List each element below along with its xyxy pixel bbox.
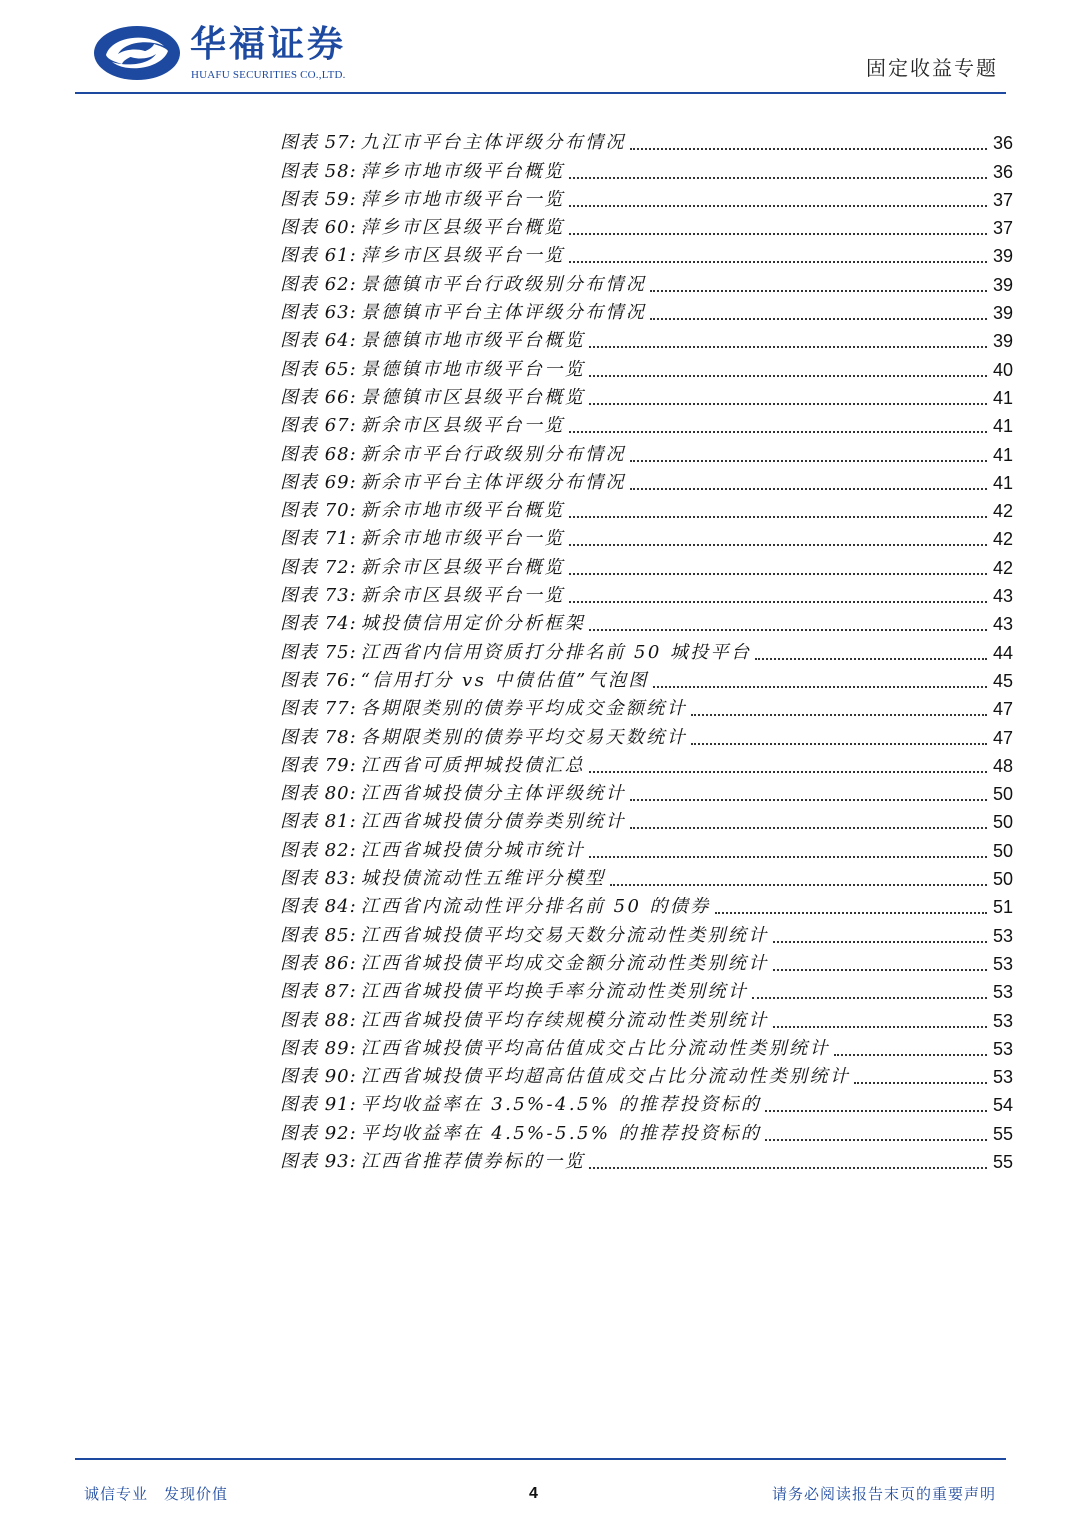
huafu-logo-icon xyxy=(92,24,182,82)
figure-number: 图表 57: xyxy=(280,132,357,154)
figure-number: 图表 71: xyxy=(280,528,357,550)
figure-title: 江西省可质押城投债汇总 xyxy=(360,754,586,776)
toc-entry[interactable] xyxy=(280,186,1013,214)
figure-number: 图表 76: xyxy=(280,669,357,691)
figure-title: 各期限类别的债券平均成交金额统计 xyxy=(360,698,688,720)
figure-title: 萍乡市地市级平台概览 xyxy=(360,160,565,182)
toc-entry[interactable] xyxy=(280,440,1013,468)
figure-page-number: 42 xyxy=(992,529,1013,550)
dot-leader xyxy=(765,1138,987,1141)
dot-leader xyxy=(569,543,987,546)
figure-number: 图表 80: xyxy=(280,783,357,805)
dot-leader xyxy=(773,940,987,943)
toc-entry[interactable] xyxy=(280,638,1013,666)
dot-leader xyxy=(854,1081,987,1084)
figure-page-number: 47 xyxy=(992,727,1013,748)
page-header xyxy=(0,0,1080,96)
dot-leader xyxy=(773,968,987,971)
figure-page-number: 41 xyxy=(992,387,1013,408)
toc-entry[interactable] xyxy=(280,893,1013,921)
figure-number: 图表 60: xyxy=(280,217,357,239)
figure-title: “信用打分 vs 中债估值”气泡图 xyxy=(360,669,649,691)
figure-number: 图表 74: xyxy=(280,613,357,635)
figure-page-number: 51 xyxy=(992,897,1013,918)
dot-leader xyxy=(569,572,987,575)
figure-title: 江西省城投债分主体评级统计 xyxy=(360,783,626,805)
figure-number: 图表 87: xyxy=(280,981,357,1003)
dot-leader xyxy=(569,600,987,603)
toc-entry[interactable] xyxy=(280,1006,1013,1034)
figure-page-number: 47 xyxy=(992,699,1013,720)
figure-number: 图表 88: xyxy=(280,1009,357,1031)
figure-number: 图表 69: xyxy=(280,471,357,493)
figure-page-number: 50 xyxy=(992,869,1013,890)
toc-entry[interactable] xyxy=(280,921,1013,949)
dot-leader xyxy=(589,855,987,858)
figure-title: 江西省城投债分债券类别统计 xyxy=(360,811,626,833)
figure-number: 图表 77: xyxy=(280,698,357,720)
figure-title: 江西省内信用资质打分排名前 50 城投平台 xyxy=(360,641,752,663)
toc-entry[interactable] xyxy=(280,1063,1013,1091)
figure-number: 图表 81: xyxy=(280,811,357,833)
figure-number: 图表 85: xyxy=(280,924,357,946)
figure-title: 景德镇市区县级平台概览 xyxy=(360,386,586,408)
figure-title: 萍乡市区县级平台概览 xyxy=(360,217,565,239)
figure-title: 景德镇市地市级平台概览 xyxy=(360,330,586,352)
dot-leader xyxy=(569,176,987,179)
toc-entry[interactable] xyxy=(280,242,1013,270)
toc-entry[interactable] xyxy=(280,723,1013,751)
figure-number: 图表 92: xyxy=(280,1122,357,1144)
figure-page-number: 53 xyxy=(992,1038,1013,1059)
dot-leader xyxy=(715,911,987,914)
toc-entry[interactable] xyxy=(280,1148,1013,1176)
toc-entry[interactable] xyxy=(280,610,1013,638)
figure-number: 图表 70: xyxy=(280,500,357,522)
figure-title: 九江市平台主体评级分布情况 xyxy=(360,132,626,154)
dot-leader xyxy=(569,260,987,263)
figure-number: 图表 89: xyxy=(280,1037,357,1059)
figure-title: 新余市平台行政级别分布情况 xyxy=(360,443,626,465)
dot-leader xyxy=(650,317,987,320)
figure-title: 新余市地市级平台一览 xyxy=(360,528,565,550)
figure-number: 图表 84: xyxy=(280,896,357,918)
figure-page-number: 48 xyxy=(992,755,1013,776)
figure-title: 城投债信用定价分析框架 xyxy=(360,613,586,635)
figure-page-number: 50 xyxy=(992,784,1013,805)
figure-number: 图表 64: xyxy=(280,330,357,352)
dot-leader xyxy=(653,685,987,688)
figure-title: 江西省城投债平均交易天数分流动性类别统计 xyxy=(360,924,769,946)
toc-entry[interactable] xyxy=(280,752,1013,780)
figure-title: 平均收益率在 3.5%-4.5% 的推荐投资标的 xyxy=(360,1094,762,1116)
figure-number: 图表 66: xyxy=(280,386,357,408)
toc-entry[interactable] xyxy=(280,129,1013,157)
figure-page-number: 41 xyxy=(992,472,1013,493)
figure-page-number: 53 xyxy=(992,1067,1013,1088)
figure-number: 图表 90: xyxy=(280,1066,357,1088)
company-english-name: HUAFU SECURITIES CO.,LTD. xyxy=(191,69,346,81)
figure-number: 图表 62: xyxy=(280,273,357,295)
figure-title: 新余市地市级平台概览 xyxy=(360,500,565,522)
figure-page-number: 43 xyxy=(992,614,1013,635)
figure-title: 新余市区县级平台一览 xyxy=(360,415,565,437)
toc-entry[interactable] xyxy=(280,299,1013,327)
dot-leader xyxy=(630,147,987,150)
figure-number: 图表 78: xyxy=(280,726,357,748)
dot-leader xyxy=(569,204,987,207)
toc-entry[interactable] xyxy=(280,553,1013,581)
footer-disclaimer: 请务必阅读报告末页的重要声明 xyxy=(771,1485,996,1503)
figure-title: 新余市区县级平台一览 xyxy=(360,585,565,607)
figure-number: 图表 75: xyxy=(280,641,357,663)
figure-page-number: 53 xyxy=(992,925,1013,946)
toc-entry[interactable] xyxy=(280,469,1013,497)
dot-leader xyxy=(569,515,987,518)
dot-leader xyxy=(610,883,987,886)
slogan-integrity: 诚信专业 xyxy=(84,1485,149,1503)
footer-divider xyxy=(75,1458,1006,1460)
figure-page-number: 40 xyxy=(992,359,1013,380)
figure-number: 图表 82: xyxy=(280,839,357,861)
figure-title: 江西省城投债平均高估值成交占比分流动性类别统计 xyxy=(360,1037,830,1059)
figure-number: 图表 59: xyxy=(280,188,357,210)
toc-entry[interactable] xyxy=(280,695,1013,723)
figure-page-number: 53 xyxy=(992,982,1013,1003)
figure-page-number: 37 xyxy=(992,218,1013,239)
figure-title: 江西省城投债平均超高估值成交占比分流动性类别统计 xyxy=(360,1066,851,1088)
dot-leader xyxy=(765,1109,987,1112)
figure-page-number: 45 xyxy=(992,670,1013,691)
figure-title: 萍乡市区县级平台一览 xyxy=(360,245,565,267)
table-of-figures xyxy=(280,129,1013,1176)
dot-leader xyxy=(630,826,987,829)
toc-entry[interactable] xyxy=(280,384,1013,412)
figure-title: 江西省城投债平均成交金额分流动性类别统计 xyxy=(360,952,769,974)
toc-entry[interactable] xyxy=(280,950,1013,978)
figure-number: 图表 83: xyxy=(280,868,357,890)
figure-page-number: 54 xyxy=(992,1095,1013,1116)
toc-entry[interactable] xyxy=(280,1091,1013,1119)
figure-page-number: 36 xyxy=(992,161,1013,182)
toc-entry[interactable] xyxy=(280,836,1013,864)
figure-title: 新余市平台主体评级分布情况 xyxy=(360,471,626,493)
figure-number: 图表 86: xyxy=(280,952,357,974)
footer-slogan xyxy=(84,1484,228,1504)
figure-page-number: 55 xyxy=(992,1151,1013,1172)
dot-leader xyxy=(691,713,987,716)
toc-entry[interactable] xyxy=(280,978,1013,1006)
page-number: 4 xyxy=(529,1485,538,1502)
figure-page-number: 39 xyxy=(992,303,1013,324)
dot-leader xyxy=(589,628,987,631)
toc-entry[interactable] xyxy=(280,667,1013,695)
toc-entry[interactable] xyxy=(280,582,1013,610)
figure-page-number: 53 xyxy=(992,953,1013,974)
figure-number: 图表 65: xyxy=(280,358,357,380)
figure-title: 江西省内流动性评分排名前 50 的债券 xyxy=(360,896,711,918)
dot-leader xyxy=(589,1166,987,1169)
company-logo-text: 华福证券 xyxy=(190,23,347,65)
figure-title: 城投债流动性五维评分模型 xyxy=(360,868,606,890)
figure-title: 新余市区县级平台概览 xyxy=(360,556,565,578)
toc-entry[interactable] xyxy=(280,270,1013,298)
figure-number: 图表 68: xyxy=(280,443,357,465)
toc-entry[interactable] xyxy=(280,412,1013,440)
dot-leader xyxy=(834,1053,987,1056)
dot-leader xyxy=(589,374,987,377)
figure-title: 江西省城投债平均存续规模分流动性类别统计 xyxy=(360,1009,769,1031)
header-divider xyxy=(75,92,1006,94)
dot-leader xyxy=(630,487,987,490)
toc-entry[interactable] xyxy=(280,780,1013,808)
toc-entry[interactable] xyxy=(280,157,1013,185)
toc-entry[interactable] xyxy=(280,497,1013,525)
figure-number: 图表 58: xyxy=(280,160,357,182)
figure-page-number: 44 xyxy=(992,642,1013,663)
figure-page-number: 42 xyxy=(992,557,1013,578)
dot-leader xyxy=(569,430,987,433)
figure-title: 景德镇市平台行政级别分布情况 xyxy=(360,273,647,295)
figure-page-number: 50 xyxy=(992,812,1013,833)
figure-number: 图表 67: xyxy=(280,415,357,437)
figure-page-number: 50 xyxy=(992,840,1013,861)
dot-leader xyxy=(569,232,987,235)
dot-leader xyxy=(589,345,987,348)
figure-number: 图表 63: xyxy=(280,302,357,324)
figure-page-number: 36 xyxy=(992,133,1013,154)
dot-leader xyxy=(630,459,987,462)
figure-number: 图表 79: xyxy=(280,754,357,776)
figure-title: 江西省推荐债券标的一览 xyxy=(360,1150,586,1172)
figure-page-number: 37 xyxy=(992,189,1013,210)
figure-page-number: 39 xyxy=(992,246,1013,267)
figure-page-number: 42 xyxy=(992,501,1013,522)
toc-entry[interactable] xyxy=(280,525,1013,553)
figure-page-number: 39 xyxy=(992,331,1013,352)
figure-page-number: 41 xyxy=(992,416,1013,437)
toc-entry[interactable] xyxy=(280,327,1013,355)
figure-title: 各期限类别的债券平均交易天数统计 xyxy=(360,726,688,748)
dot-leader xyxy=(650,289,987,292)
dot-leader xyxy=(755,657,987,660)
toc-entry[interactable] xyxy=(280,355,1013,383)
figure-title: 江西省城投债分城市统计 xyxy=(360,839,586,861)
figure-number: 图表 93: xyxy=(280,1150,357,1172)
dot-leader xyxy=(630,798,987,801)
figure-page-number: 39 xyxy=(992,274,1013,295)
figure-number: 图表 72: xyxy=(280,556,357,578)
figure-page-number: 53 xyxy=(992,1010,1013,1031)
toc-entry[interactable] xyxy=(280,1035,1013,1063)
figure-page-number: 43 xyxy=(992,586,1013,607)
report-section-title: 固定收益专题 xyxy=(866,56,998,80)
figure-number: 图表 61: xyxy=(280,245,357,267)
dot-leader xyxy=(691,742,987,745)
dot-leader xyxy=(589,770,987,773)
toc-entry[interactable] xyxy=(280,865,1013,893)
figure-title: 景德镇市地市级平台一览 xyxy=(360,358,586,380)
slogan-value: 发现价值 xyxy=(164,1485,229,1503)
toc-entry[interactable] xyxy=(280,214,1013,242)
figure-title: 萍乡市地市级平台一览 xyxy=(360,188,565,210)
figure-title: 江西省城投债平均换手率分流动性类别统计 xyxy=(360,981,749,1003)
dot-leader xyxy=(589,402,987,405)
figure-page-number: 55 xyxy=(992,1123,1013,1144)
toc-entry[interactable] xyxy=(280,808,1013,836)
figure-number: 图表 73: xyxy=(280,585,357,607)
figure-page-number: 41 xyxy=(992,444,1013,465)
figure-number: 图表 91: xyxy=(280,1094,357,1116)
toc-entry[interactable] xyxy=(280,1119,1013,1147)
figure-title: 景德镇市平台主体评级分布情况 xyxy=(360,302,647,324)
dot-leader xyxy=(752,996,987,999)
figure-title: 平均收益率在 4.5%-5.5% 的推荐投资标的 xyxy=(360,1122,762,1144)
dot-leader xyxy=(773,1025,987,1028)
